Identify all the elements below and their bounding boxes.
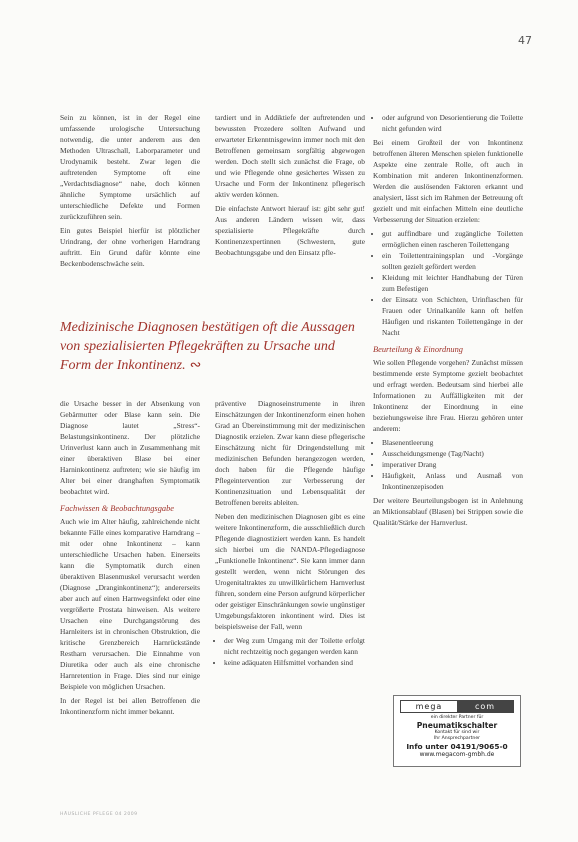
column-3 [373, 112, 523, 531]
ad-website-link[interactable]: www.megacom-gmbh.de [419, 751, 495, 758]
section-subheading: Fachwissen & Beobachtungsgabe [60, 504, 174, 513]
paragraph: Ein gutes Beispiel hierfür ist plötzlicher Urindrang, der ohne vorherigen Harndrang auftritt. Ein Grund dafür könnte eine Beckenbodenschwäche sein. [60, 226, 200, 268]
paragraph: präventive Diagnoseinstrumente in ihren Einschätzungen der Inkontinenzform einen hohen Grad an Übereinstimmung mit der medizinischen Diagnostik erzielen. Zwar kann diese pflegerische Einschätzung nicht für Dringendstellung mit medizinischen Befunden herangezogen werden, doch haben für die Pflegende häufige Pflegeintervention zur Verbesserung der Kontinenzsituation und Lebensqualität der Betroffenen bereits ableiten. [215, 399, 365, 507]
list-item: • der Weg zum Umgang mit der Toilette erfolgt nicht rechtzeitig noch gegangen werden kann [224, 635, 365, 657]
pull-quote-text: Medizinische Diagnosen bestätigen oft die Aussagen von spezialisierten Pflegekräften zu Ursache und Form der Inkontinenz. [60, 320, 355, 373]
paragraph: die Ursache besser in der Absenkung von Gebärmutter oder Blase kann sein. Die Diagnose lautet „Stress“-Belastungsinkontinenz. Der plötzliche Urinverlust kann auch in Zusammenhang mit einer überaktiven Blase bei einer Harninkontinenz auftreten; wie sie häufig im Alter bei einer dranghaften Symptomatik beobachtet wird. [60, 399, 200, 496]
paragraph: Wie sollen Pflegende vorgehen? Zunächst müssen bestimmende erste Symptome gezielt beobachtet und erfragt werden. Bedeutsam sind hierbei alle Informationen zu Auffälligkeiten mit der Inkontinenz der Einordnung in eine beziehungsweise ihre Frau. Hierzu gehören unter anderem: [373, 358, 523, 433]
paragraph: Der weitere Beurteilungsbogen ist in Anlehnung an Miktionsablauf (Blasen) bei Strippen sowie die Qualität/Stärke der Harnverlust. [373, 496, 523, 527]
bullet-list [373, 228, 523, 338]
ad-line: ein direkter Partner für [430, 715, 484, 720]
ad-phone: Info unter 04191/9065-0 [406, 742, 508, 751]
logo-left: mega [401, 701, 457, 712]
advertisement-box[interactable] [393, 695, 521, 767]
paragraph: In der Regel ist bei allen Betroffenen die Inkontinenzform nicht immer bekannt. [60, 696, 200, 716]
column-1-top [60, 112, 200, 272]
list-item: • oder aufgrund von Desorientierung die Toilette nicht gefunden wird [382, 112, 523, 134]
list-item: • der Einsatz von Schichten, Urinflaschen für Frauen oder Urinalkanüle kann oft helfen Häufigen und riskanten Toilettengänge in der Nacht [382, 294, 523, 338]
paragraph: Sein zu können, ist in der Regel eine umfassende urologische Untersuchung notwendig, die unter anderem aus den Methoden Ultraschall, Laborparameter und Urodynamik besteht. Zwar legen die auftretenden Symptome oft eine „Verdachtsdiagnose“ nahe, doch können ähnliche Symptome ursächlich auf unterschiedliche Defekte und Formen zurückzuführen sein. [60, 113, 200, 221]
column-2-top [215, 112, 365, 261]
bullet-list [373, 437, 523, 492]
ad-headline: Pneumatikschalter [416, 721, 498, 730]
column-2-bottom [215, 398, 365, 671]
logo-right: com [457, 701, 513, 712]
column-1-bottom [60, 398, 200, 720]
swirl-ornament-icon: ∾ [189, 358, 202, 373]
list-item: • ein Toilettentrainingsplan und -Vorgänge sollten gezielt gefördert werden [382, 250, 523, 272]
list-item: • Häufigkeit, Anlass und Ausmaß von Inkontinenzepisoden [382, 470, 523, 492]
list-item: • imperativer Drang [382, 459, 523, 470]
list-item: • gut auffindbare und zugängliche Toiletten ermöglichen einen rascheren Toilettengang [382, 228, 523, 250]
ad-line: Kontakt für sind wir [434, 730, 480, 735]
pull-quote [60, 318, 360, 375]
list-item: • keine adäquaten Hilfsmittel vorhanden sind [224, 657, 365, 668]
section-subheading: Beurteilung & Einordnung [373, 345, 463, 354]
list-item: • Kleidung mit leichter Handhabung der Türen zum Befestigen [382, 272, 523, 294]
paragraph: Bei einem Großteil der von Inkontinenz betroffenen älteren Menschen spielen funktionelle Aspekte eine zentrale Rolle, oft auch in Kombination mit anderen Inkontinenzformen. Werden die auslösenden Faktoren erkannt und analysiert, lässt sich im Rahmen der Betreuung oft gezielt und mit einfachen Mitteln eine deutliche Verbesserung der Situation erzielen: [373, 138, 523, 224]
paragraph: Die einfachste Antwort hierauf ist: gibt sehr gut! Aus anderen Ländern wissen wir, dass spezialisierte Pflegekräfte durch Kontinenzexpertinnen (Schwestern, gute Beobachtungsgabe und den Einsatz pfle- [215, 204, 365, 257]
page-footer: HÄUSLICHE PFLEGE 04 2009 [60, 812, 138, 817]
paragraph: Neben den medizinischen Diagnosen gibt es eine weitere Inkontinenzform, die ausschließlich durch Pflegende diagnostiziert werden kann. Es handelt sich hierbei um die NANDA-Pflegediagnose „Funktionelle Inkontinenz“. Sie kann immer dann gestellt werden, wenn nicht Störungen des Urogenitaltraktes zu unwillkürlichem Harnverlust führen, sondern eine Person aufgrund körperlicher oder geistiger Einschränkungen sowie ungünstiger Umgebungsfaktoren inkontinent wird. Dies ist beispielsweise der Fall, wenn [215, 512, 365, 631]
page-number: 47 [518, 34, 532, 47]
list-item: • Blasenentleerung [382, 437, 523, 448]
ad-line: Ihr Ansprechpartner [433, 736, 481, 741]
bullet-list [215, 635, 365, 668]
megacom-logo [400, 700, 514, 713]
bullet-list [373, 112, 523, 134]
list-item: • Ausscheidungsmenge (Tag/Nacht) [382, 448, 523, 459]
paragraph: tardiert und in Addiktiefe der auftretenden und bewussten Prozedere sollten Aufwand und erwarteter Erkenntnisgewinn immer noch mit den Betroffenen gemeinsam sorgfältig abgewogen werden. Doch stellt sich zunächst die Frage, ob und wie Pflegende ohne gesichertes Wissen zu Ursache und Form der Inkontinenz pflegerisch aktiv werden können. [215, 113, 365, 199]
paragraph: Auch wie im Alter häufig, zahlreichende nicht bekannte Fälle eines komparative Harndrang – mit oder ohne Inkontinenz – kann unterschiedliche Ursachen haben. Einerseits kann die Symptomatik durch einen überaktiven Blasenmuskel verursacht werden (Diagnose „Dranginkontinenz“); andererseits aber auch auf einen Harnwegsinfekt oder eine vergrößerte Prostata hinweisen. Als weitere Ursachen eine Durchgangstörung des Harnleiters ist in chronischen Obstruktion, die kritische Grenzbereich Harnrückstände Restharn verursachen. Die Einnahme von Diuretika oder auch als eine chronische Harnretention in Frage. Dies sind nur einige Beispiele von möglichen Ursachen. [60, 517, 200, 691]
